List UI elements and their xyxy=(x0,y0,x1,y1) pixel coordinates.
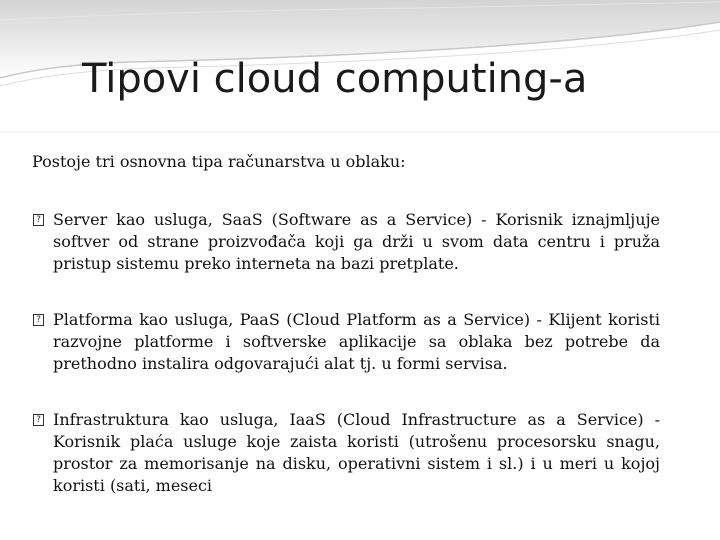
bullet-box-icon: ? xyxy=(33,214,44,226)
bullet-text: Platforma kao usluga, PaaS (Cloud Platform as a Service) - Klijent koristi razvojne platforme i softverske aplikacije sa oblaka bez potrebe da prethodno instalira odgovarajući alat tj. u formi servisa. xyxy=(53,310,660,373)
intro-text: Postoje tri osnovna tipa računarstva u oblaku: xyxy=(32,152,406,171)
bullet-item-paas xyxy=(32,309,660,375)
slide-title: Tipovi cloud computing-a xyxy=(82,56,588,102)
bullet-box-icon: ? xyxy=(33,314,44,326)
bullet-box-icon: ? xyxy=(33,414,44,426)
bullet-text: Infrastruktura kao usluga, IaaS (Cloud Infrastructure as a Service) - Korisnik plaća usluge koje zaista koristi (utrošenu procesorsku snagu, prostor za memorisanje na disku, operativni sistem i sl.) i u meri u kojoj koristi (sati, meseci xyxy=(53,410,660,495)
bullet-item-saas xyxy=(32,209,660,275)
bullet-list xyxy=(32,209,660,531)
bullet-item-iaas xyxy=(32,409,660,497)
bullet-text: Server kao usluga, SaaS (Software as a Service) - Korisnik iznajmljuje softver od strane proizvođača koji ga drži u svom data centru i pruža pristup sistemu preko interneta na bazi pretplate. xyxy=(53,210,660,273)
